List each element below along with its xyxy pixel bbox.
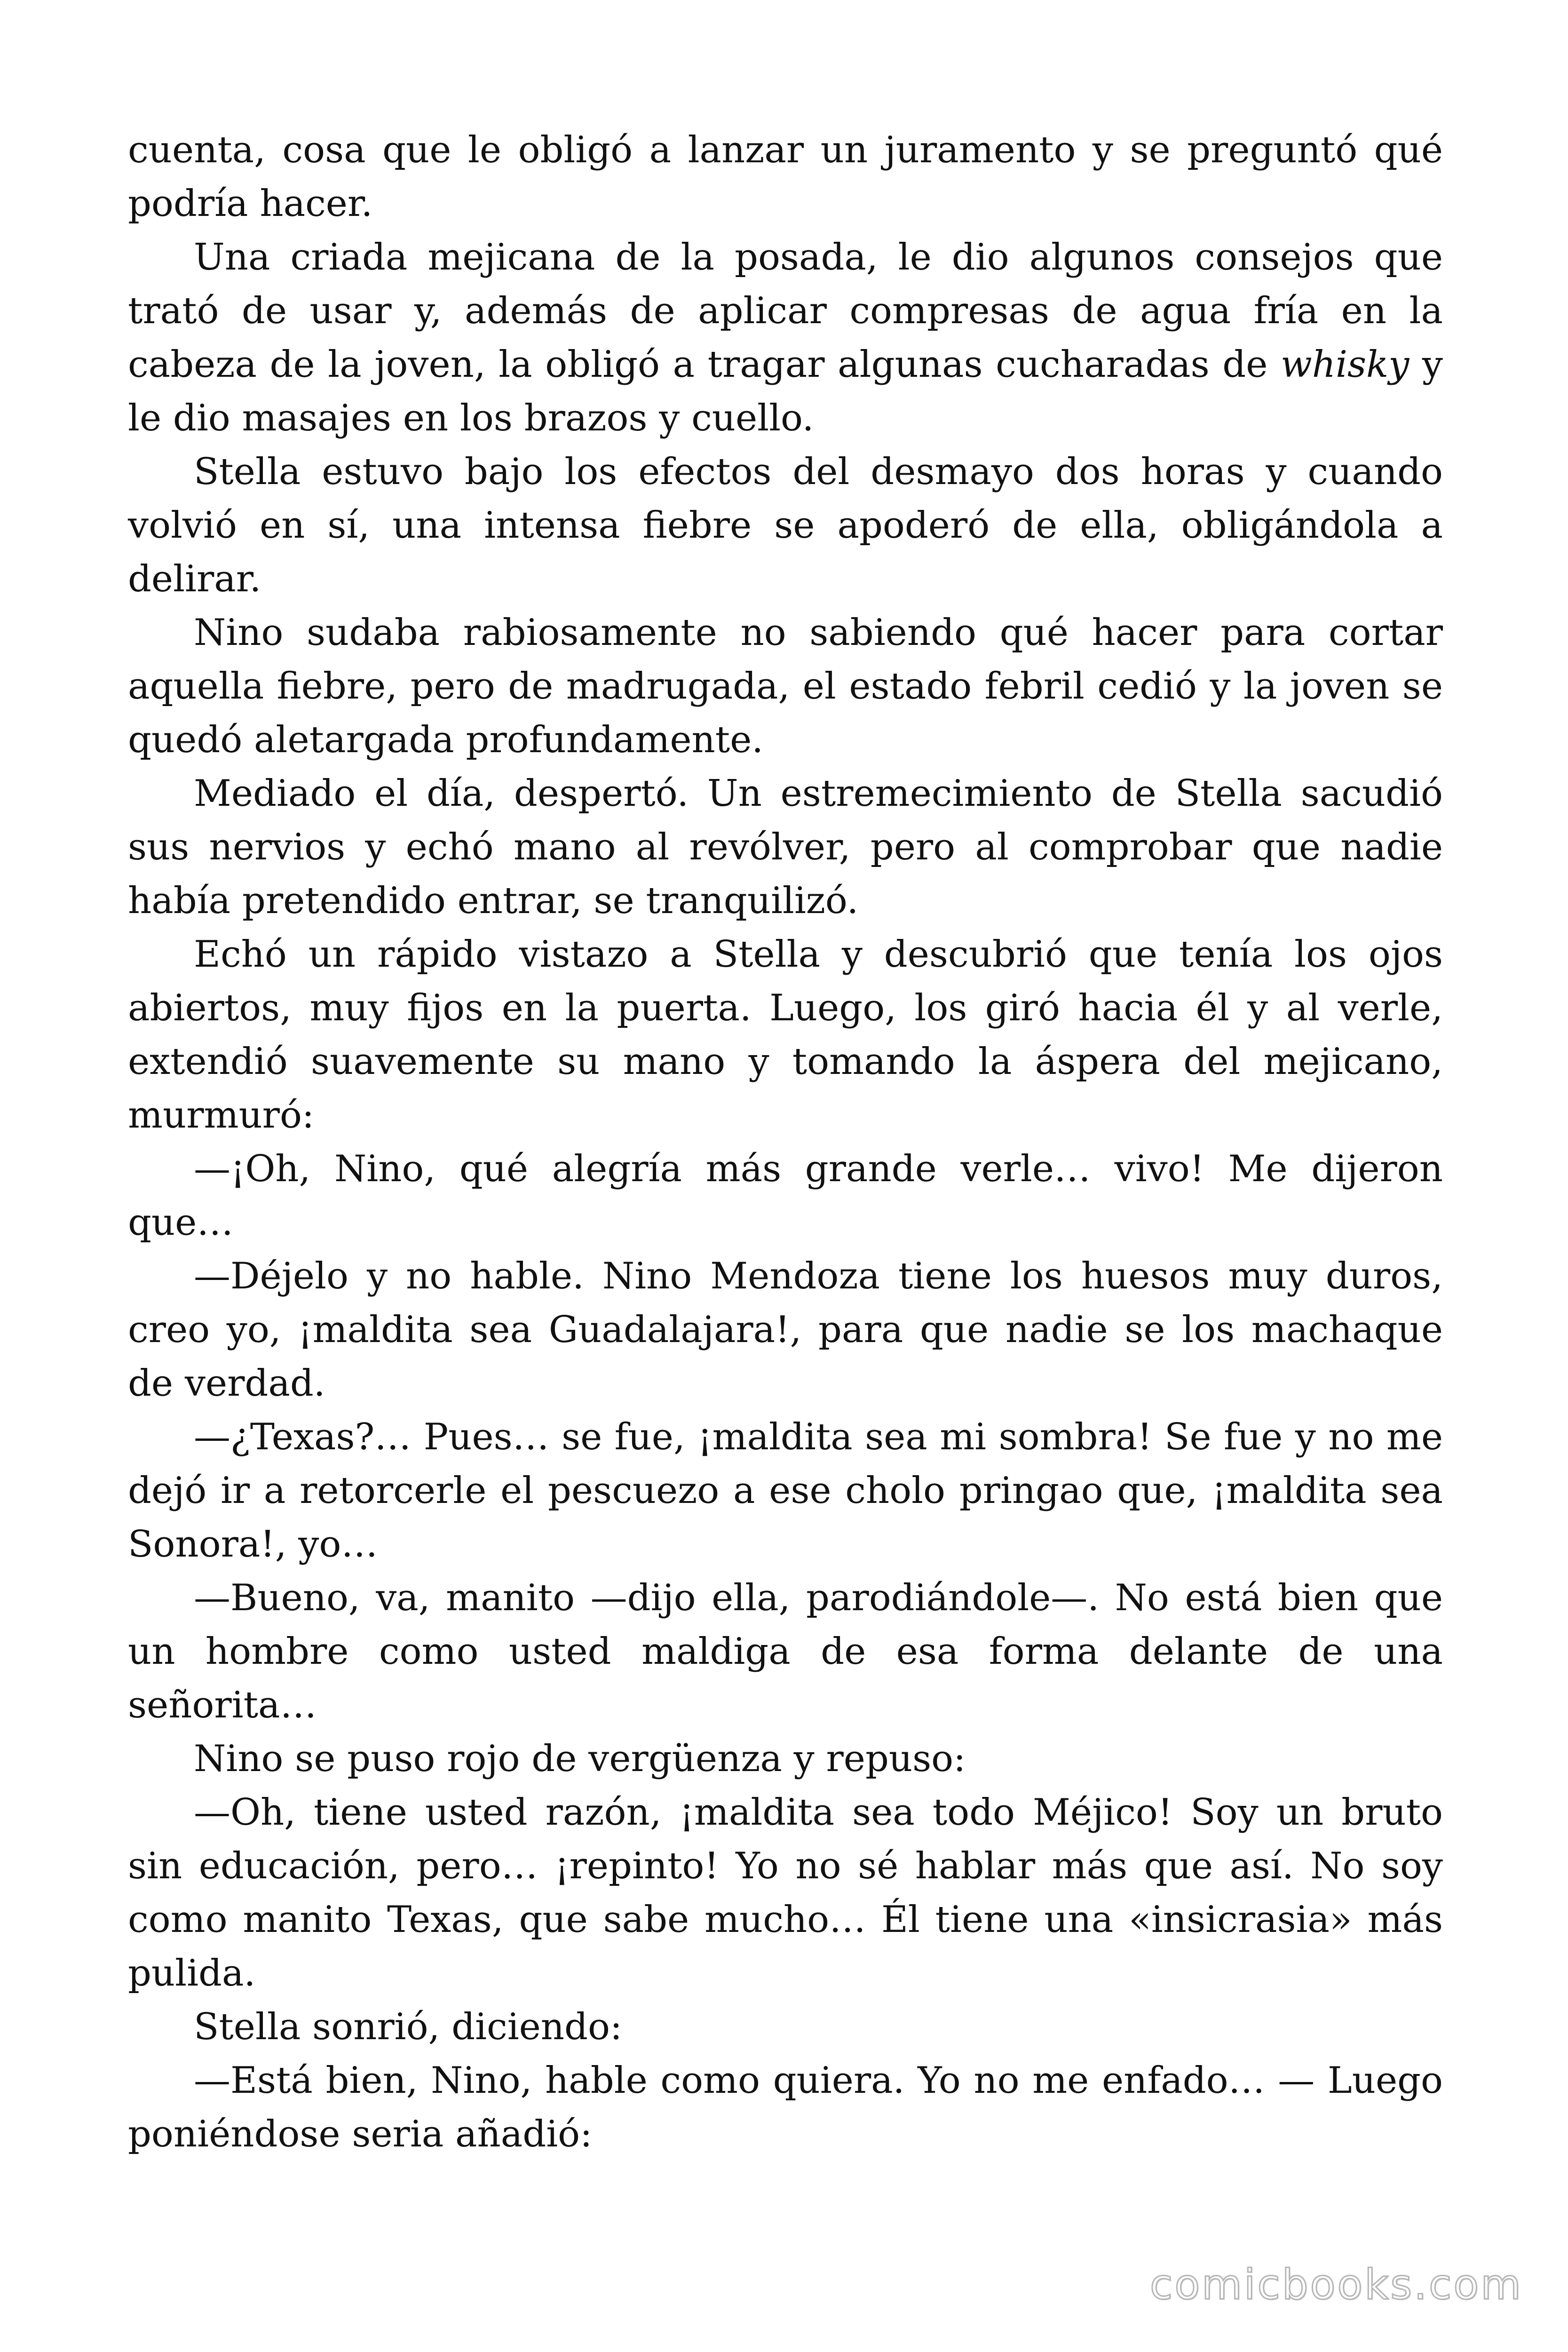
paragraph-text: —Está bien, Nino, hable como quiera. Yo no me enfado… — Luego poniéndose seria añadió: [128, 2059, 1443, 2155]
paragraph-text: cuenta, cosa que le obligó a lanzar un juramento y se preguntó qué podría hacer. [128, 129, 1443, 225]
paragraph [128, 1410, 1443, 1571]
paragraph-text: Una criada mejicana de la posada, le dio algunos consejos que trató de usar y, además de aplicar compresas de agua fría en la cabeza de la joven, la obligó a tragar algunas cucharadas de [128, 236, 1443, 386]
paragraph [128, 1786, 1443, 2000]
paragraph-text: Stella estuvo bajo los efectos del desmayo dos horas y cuando volvió en sí, una intensa fiebre se apoderó de ella, obligándola a delirar. [128, 451, 1443, 600]
paragraph-text: —¡Oh, Nino, qué alegría más grande verle… vivo! Me dijeron que… [128, 1148, 1443, 1244]
paragraph [128, 767, 1443, 928]
paragraph-text: Mediado el día, despertó. Un estremecimiento de Stella sacudió sus nervios y echó mano al revólver, pero al comprobar que nadie había pretendido entrar, se tranquilizó. [128, 772, 1443, 922]
paragraph-text: Nino se puso rojo de vergüenza y repuso: [194, 1738, 966, 1780]
paragraph-text: Echó un rápido vistazo a Stella y descubrió que tenía los ojos abiertos, muy fijos en la puerta. Luego, los giró hacia él y al verle, extendió suavemente su mano y tomando la áspera del mejicano, murmuró: [128, 933, 1443, 1136]
paragraph [128, 1142, 1443, 1249]
paragraph [128, 230, 1443, 445]
paragraph [128, 445, 1443, 606]
paragraph-text: Stella sonrió, diciendo: [194, 2006, 623, 2048]
paragraph-text: —¿Texas?… Pues… se fue, ¡maldita sea mi sombra! Se fue y no me dejó ir a retorcerle el pescuezo a ese cholo pringao que, ¡maldita sea Sonora!, yo… [128, 1416, 1443, 1565]
paragraph [128, 2000, 1443, 2054]
paragraph [128, 1732, 1443, 1786]
italic-text: whisky [1281, 343, 1410, 386]
paragraph [128, 1249, 1443, 1410]
paragraph-text: —Bueno, va, manito —dijo ella, parodiándole—. No está bien que un hombre como usted maldiga de esa forma delante de una señorita… [128, 1577, 1443, 1726]
paragraph-text: Nino sudaba rabiosamente no sabiendo qué hacer para cortar aquella fiebre, pero de madrugada, el estado febril cedió y la joven se quedó aletargada profundamente. [128, 612, 1443, 761]
paragraph [128, 928, 1443, 1142]
paragraph-text: y le dio masajes en los brazos y cuello. [128, 343, 1443, 439]
paragraph [128, 123, 1443, 230]
paragraph [128, 1571, 1443, 1732]
paragraph [128, 606, 1443, 767]
watermark: comicbooks.com [1149, 2260, 1523, 2309]
paragraph [128, 2054, 1443, 2161]
paragraph-text: —Oh, tiene usted razón, ¡maldita sea todo Méjico! Soy un bruto sin educación, pero… ¡repinto! Yo no sé hablar más que así. No soy como manito Texas, que sabe mucho… Él tiene una «insicrasia» más pulida. [128, 1791, 1443, 1994]
paragraph-text: —Déjelo y no hable. Nino Mendoza tiene los huesos muy duros, creo yo, ¡maldita sea Guadalajara!, para que nadie se los machaque de verdad. [128, 1255, 1443, 1405]
body-text [128, 123, 1443, 2161]
